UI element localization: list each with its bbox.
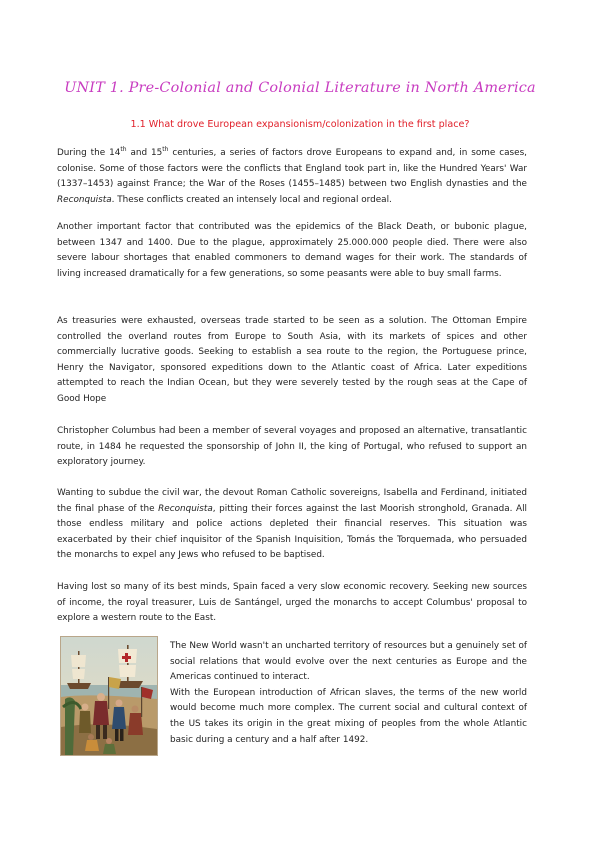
text-run: and 15	[126, 147, 163, 158]
section-heading: 1.1 What drove European expansionism/colonization in the first place?	[130, 119, 470, 130]
text-run: . These conflicts created an intensely local and regional ordeal.	[111, 194, 392, 205]
paragraph-columbus: Christopher Columbus had been a member of several voyages and proposed an alternative, transatlantic route, in 1484 he requested the sponsorship of John II, the king of Portugal, who refused to support an exploratory journey.	[57, 426, 527, 468]
new-world-text-block	[170, 639, 527, 748]
paragraph-black-death: Another important factor that contributed was the epidemics of the Black Death, or bubonic plague, between 1347 and 1400. Due to the plague, approximately 25.000.000 people died. There were also severe labour shortages that enabled commoners to demand wages for their work. The standards of living increased dramatically for a few generations, so some peasants were able to buy small farms.	[57, 222, 527, 279]
superscript: th	[120, 146, 127, 153]
paragraph-spain-recovery: Having lost so many of its best minds, Spain faced a very slow economic recovery. Seeking new sources of income, the royal treasurer, Luis de Santángel, urged the monarchs to accept Columbus' proposal to explore a western route to the East.	[57, 582, 527, 624]
italic-term: Reconquista	[158, 503, 213, 514]
italic-term: Reconquista	[57, 194, 112, 205]
new-world-paragraph: The New World wasn't an uncharted territory of resources but a genuinely set of social relations that would evolve over the next centuries as Europe and the Americas continued to interact.	[170, 641, 527, 683]
paragraph-reconquista	[57, 486, 527, 564]
text-run: , pitting their forces against the last Moorish stronghold, Granada. All those endless military and police actions depleted their financial reserves. This situation was exacerbated by their chief inquisitor of the Spanish Inquisition, Tomás the Torquemada, who persuaded the monarchs to expel any Jews who refused to be baptised.	[57, 503, 527, 561]
text-run: During the 14	[57, 147, 121, 158]
superscript: th	[162, 146, 169, 153]
text-run: Wanting to subdue the civil war, the devout Roman Catholic sovereigns, Isabella and Ferdinand, initiated the final phase of the	[57, 488, 527, 514]
african-slaves-paragraph: With the European introduction of African slaves, the terms of the new world would become much more complex. The current social and cultural context of the US takes its origin in the great mixing of peoples from the whole Atlantic basic during a century and a half after 1492.	[170, 687, 527, 745]
text-run: centuries, a series of factors drove Europeans to expand and, in some cases, colonise. Some of those factors were the conflicts that England took part in, like the Hundred Years' War (1337–1453) against France; the War of the Roses (1455–1485) between two English dynasties and the	[57, 147, 527, 190]
unit-title: UNIT 1. Pre-Colonial and Colonial Literature in North America	[64, 80, 536, 96]
paragraph-conflicts	[57, 142, 527, 208]
paragraph-overseas-trade: As treasuries were exhausted, overseas trade started to be seen as a solution. The Ottoman Empire controlled the overland routes from Europe to South Asia, with its markets of spices and other commercially lucrative goods. Seeking to establish a sea route to the region, the Portuguese prince, Henry the Navigator, sponsored expeditions down to the Atlantic coast of Africa. Later expeditions attempted to reach the Indian Ocean, but they were severely tested by the rough seas at the Cape of Good Hope	[57, 316, 527, 404]
columbus-landing-illustration	[60, 636, 158, 756]
